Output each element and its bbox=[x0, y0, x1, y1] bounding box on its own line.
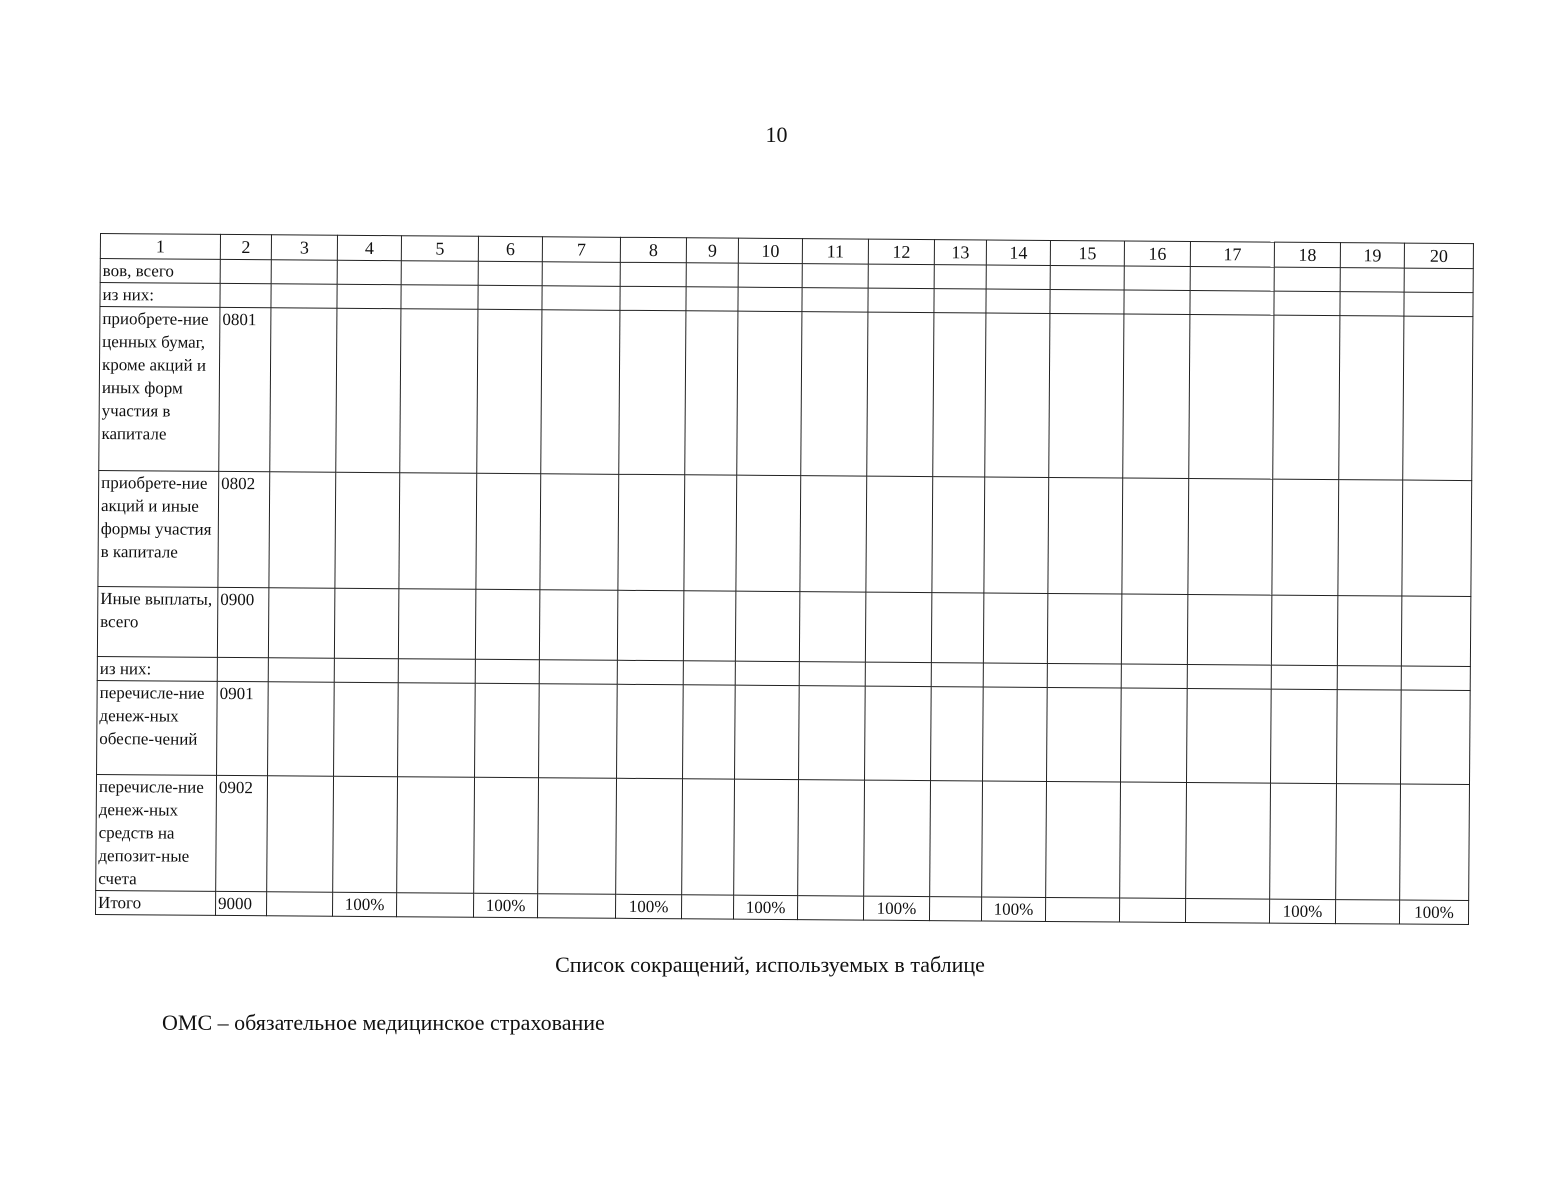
table-cell bbox=[618, 474, 685, 590]
table-cell bbox=[268, 658, 334, 682]
table-cell bbox=[539, 590, 618, 661]
row-code bbox=[220, 283, 271, 307]
row-code bbox=[220, 259, 271, 283]
table-cell bbox=[933, 313, 986, 477]
table-cell bbox=[396, 893, 473, 918]
table-row bbox=[99, 307, 1473, 481]
table-row bbox=[98, 470, 1472, 596]
table-cell bbox=[335, 472, 400, 588]
table-cell bbox=[1404, 292, 1473, 317]
column-header: 12 bbox=[868, 239, 934, 264]
table-cell bbox=[1400, 690, 1470, 785]
column-header: 7 bbox=[542, 237, 620, 263]
table-cell bbox=[865, 686, 932, 780]
table-cell bbox=[1047, 687, 1122, 782]
table-cell bbox=[799, 592, 866, 662]
table-cell bbox=[620, 262, 686, 286]
table-cell bbox=[1050, 289, 1124, 314]
table-cell bbox=[983, 663, 1047, 687]
table-cell bbox=[1050, 265, 1124, 290]
table-cell bbox=[799, 686, 866, 780]
report-table bbox=[95, 233, 1474, 925]
table-cell bbox=[1339, 316, 1404, 480]
abbreviations-title: Список сокращений, используемых в таблице bbox=[555, 952, 985, 977]
table-cell bbox=[1338, 480, 1403, 596]
table-cell bbox=[476, 473, 541, 589]
table-cell bbox=[802, 288, 868, 312]
table-row bbox=[96, 774, 1470, 900]
table-cell bbox=[735, 661, 799, 685]
table-cell bbox=[1340, 292, 1404, 316]
column-header: 6 bbox=[478, 236, 542, 261]
row-label: из них: bbox=[100, 283, 220, 308]
table-cell bbox=[931, 687, 984, 781]
table-cell bbox=[1273, 315, 1340, 479]
table-cell bbox=[267, 776, 334, 892]
table-cell bbox=[1185, 898, 1269, 923]
table-cell bbox=[1270, 689, 1337, 783]
table-cell bbox=[1403, 316, 1473, 481]
table-cell bbox=[271, 260, 337, 284]
table-cell bbox=[619, 310, 686, 474]
table-cell bbox=[982, 781, 1047, 897]
row-label: приобрете-ние акций и иные формы участия в капитале bbox=[98, 470, 219, 587]
table-cell bbox=[269, 472, 336, 588]
table-cell bbox=[1187, 594, 1272, 665]
table-cell bbox=[1274, 267, 1340, 291]
row-code: 0801 bbox=[219, 307, 271, 471]
table-cell bbox=[478, 285, 542, 309]
table-cell bbox=[801, 312, 868, 476]
table-cell bbox=[538, 778, 617, 895]
table-cell bbox=[1336, 690, 1401, 784]
table-cell bbox=[1404, 268, 1473, 293]
abbreviation-item: ОМС – обязательное медицинское страхование bbox=[162, 1010, 605, 1035]
column-header: 16 bbox=[1124, 241, 1190, 266]
row-label: Итого bbox=[96, 890, 216, 915]
table-cell bbox=[864, 780, 931, 896]
table-cell bbox=[399, 473, 477, 590]
table-cell bbox=[865, 592, 932, 662]
column-header: 19 bbox=[1340, 243, 1404, 268]
table-cell: 100% bbox=[332, 892, 396, 916]
table-cell bbox=[1335, 900, 1399, 924]
table-cell bbox=[797, 896, 863, 920]
row-label: перечисле-ние денеж-ных обеспе-чений bbox=[97, 680, 218, 775]
table-cell: 100% bbox=[1269, 899, 1335, 923]
table-cell bbox=[1049, 313, 1124, 478]
table-cell bbox=[799, 662, 865, 686]
table-cell bbox=[1272, 479, 1339, 595]
column-header: 3 bbox=[271, 235, 337, 260]
row-code: 9000 bbox=[216, 891, 267, 915]
table-cell bbox=[1186, 782, 1271, 899]
table-cell bbox=[1340, 268, 1404, 292]
table-cell bbox=[400, 309, 478, 474]
table-cell bbox=[931, 663, 983, 687]
table-cell bbox=[930, 781, 983, 897]
table-cell: 100% bbox=[733, 895, 797, 919]
row-code bbox=[217, 657, 268, 681]
table-cell bbox=[333, 776, 398, 892]
table-cell bbox=[474, 777, 539, 893]
table-cell bbox=[270, 308, 337, 472]
table-cell bbox=[738, 263, 802, 287]
column-header: 15 bbox=[1050, 240, 1124, 266]
table-cell bbox=[986, 289, 1050, 313]
table-cell bbox=[334, 682, 399, 776]
column-header: 9 bbox=[686, 238, 738, 263]
table-cell bbox=[929, 897, 981, 921]
table-cell bbox=[1046, 781, 1121, 898]
table-cell bbox=[683, 591, 736, 661]
table-cell bbox=[1401, 666, 1470, 691]
table-cell bbox=[1121, 688, 1188, 782]
table-cell bbox=[268, 588, 335, 658]
table-cell bbox=[866, 476, 933, 592]
table-cell bbox=[1047, 663, 1121, 688]
column-header: 18 bbox=[1274, 242, 1340, 267]
table-cell bbox=[1187, 688, 1272, 783]
table-cell bbox=[737, 311, 802, 475]
table-cell bbox=[1400, 784, 1470, 901]
table-cell bbox=[268, 682, 335, 776]
table-cell bbox=[1271, 595, 1338, 665]
column-header: 20 bbox=[1404, 243, 1473, 269]
table-cell: 100% bbox=[863, 896, 929, 920]
table-cell bbox=[1120, 782, 1187, 898]
table-cell bbox=[734, 779, 799, 895]
table-cell bbox=[475, 683, 540, 777]
table-cell bbox=[401, 261, 478, 286]
row-label: вов, всего bbox=[100, 259, 220, 284]
row-label: из них: bbox=[97, 656, 217, 681]
table-cell: 100% bbox=[1399, 900, 1468, 925]
table-cell bbox=[735, 685, 800, 779]
table-cell bbox=[986, 265, 1050, 289]
page-number: 10 bbox=[765, 122, 788, 147]
table-cell bbox=[334, 658, 398, 682]
table-cell bbox=[398, 683, 476, 778]
table-cell bbox=[683, 685, 736, 779]
table-cell bbox=[398, 589, 476, 660]
table-cell bbox=[985, 313, 1050, 477]
table-cell bbox=[685, 311, 738, 475]
column-header: 17 bbox=[1190, 241, 1274, 267]
table-cell: 100% bbox=[981, 897, 1045, 921]
table-cell bbox=[1124, 290, 1190, 314]
column-header: 10 bbox=[738, 238, 802, 263]
table-cell bbox=[1337, 596, 1402, 666]
table-cell: 100% bbox=[615, 894, 681, 918]
table-cell: 100% bbox=[473, 893, 537, 917]
column-header: 8 bbox=[620, 237, 686, 262]
table-cell bbox=[1122, 478, 1189, 594]
table-cell bbox=[1402, 480, 1472, 597]
row-code: 0901 bbox=[217, 681, 269, 775]
table-cell bbox=[398, 659, 475, 684]
table-cell bbox=[868, 264, 934, 288]
table-cell bbox=[1123, 314, 1190, 478]
row-code: 0902 bbox=[216, 775, 268, 891]
column-header: 14 bbox=[986, 240, 1050, 265]
column-header: 5 bbox=[401, 236, 478, 262]
table-cell bbox=[1401, 596, 1471, 667]
table-cell bbox=[617, 684, 684, 778]
table-cell bbox=[686, 263, 738, 287]
table-cell bbox=[934, 289, 986, 313]
table-cell bbox=[617, 660, 683, 684]
table-cell bbox=[542, 286, 620, 311]
table-cell bbox=[798, 780, 865, 896]
table-cell bbox=[1187, 664, 1271, 689]
table-cell bbox=[802, 264, 868, 288]
table-cell bbox=[475, 659, 539, 683]
table-cell bbox=[682, 779, 735, 895]
table-cell bbox=[984, 477, 1049, 593]
table-cell bbox=[478, 261, 542, 285]
table-cell bbox=[539, 684, 618, 779]
table-cell bbox=[1124, 266, 1190, 290]
table-cell bbox=[738, 287, 802, 311]
table-cell bbox=[336, 308, 401, 472]
table-cell bbox=[537, 894, 615, 919]
table-cell bbox=[397, 777, 475, 894]
table-cell bbox=[931, 593, 984, 663]
row-label: Иные выплаты, всего bbox=[97, 586, 218, 657]
table-cell bbox=[337, 260, 401, 284]
row-code: 0900 bbox=[217, 587, 269, 657]
table-cell bbox=[1274, 291, 1340, 315]
table-cell bbox=[1270, 783, 1337, 899]
table-cell bbox=[271, 284, 337, 308]
table-cell bbox=[477, 309, 542, 473]
row-label: перечисле-ние денеж-ных средств на депозит-ные счета bbox=[96, 774, 217, 891]
table-cell bbox=[684, 475, 737, 591]
column-header: 1 bbox=[100, 234, 220, 260]
column-header: 4 bbox=[337, 235, 401, 260]
table-cell bbox=[617, 590, 684, 660]
row-label: приобрете-ние ценных бумаг, кроме акций и иных форм участия в капитале bbox=[99, 307, 220, 472]
table-cell bbox=[266, 892, 332, 916]
table-cell bbox=[1121, 594, 1188, 664]
table-cell bbox=[539, 660, 617, 685]
table-cell bbox=[1121, 664, 1187, 688]
table-cell bbox=[983, 593, 1048, 663]
column-header: 11 bbox=[802, 239, 868, 264]
table-cell bbox=[736, 475, 801, 591]
table-cell bbox=[681, 895, 733, 919]
table-cell bbox=[683, 661, 735, 685]
table-cell bbox=[1189, 314, 1274, 479]
table-cell bbox=[1047, 593, 1122, 664]
table-cell bbox=[1190, 266, 1274, 291]
table-cell bbox=[1119, 898, 1185, 922]
table-row bbox=[97, 586, 1470, 666]
table-cell bbox=[867, 312, 934, 476]
table-cell bbox=[401, 285, 478, 310]
table-cell bbox=[1337, 666, 1401, 690]
table-cell bbox=[542, 262, 620, 287]
table-cell bbox=[800, 476, 867, 592]
table-cell bbox=[616, 778, 683, 894]
column-header: 13 bbox=[934, 240, 986, 265]
column-header: 2 bbox=[220, 234, 271, 259]
table-cell bbox=[934, 265, 986, 289]
table-cell bbox=[932, 477, 985, 593]
table-cell bbox=[1188, 478, 1273, 595]
table-cell bbox=[475, 589, 540, 659]
table-cell bbox=[686, 287, 738, 311]
table-cell bbox=[1271, 665, 1337, 689]
row-code: 0802 bbox=[218, 471, 270, 587]
table-cell bbox=[337, 284, 401, 308]
table-cell bbox=[868, 288, 934, 312]
table-cell bbox=[334, 588, 399, 658]
table-cell bbox=[541, 310, 620, 475]
table-cell bbox=[1190, 290, 1274, 315]
table-cell bbox=[865, 662, 931, 686]
table-row bbox=[97, 680, 1471, 784]
table-cell bbox=[1045, 897, 1119, 922]
table-cell bbox=[620, 286, 686, 310]
table-cell bbox=[540, 474, 619, 591]
report-table-wrapper bbox=[95, 233, 1474, 925]
table-cell bbox=[1048, 477, 1123, 594]
table-cell bbox=[735, 591, 800, 661]
table-cell bbox=[1336, 784, 1401, 900]
table-cell bbox=[983, 687, 1048, 781]
